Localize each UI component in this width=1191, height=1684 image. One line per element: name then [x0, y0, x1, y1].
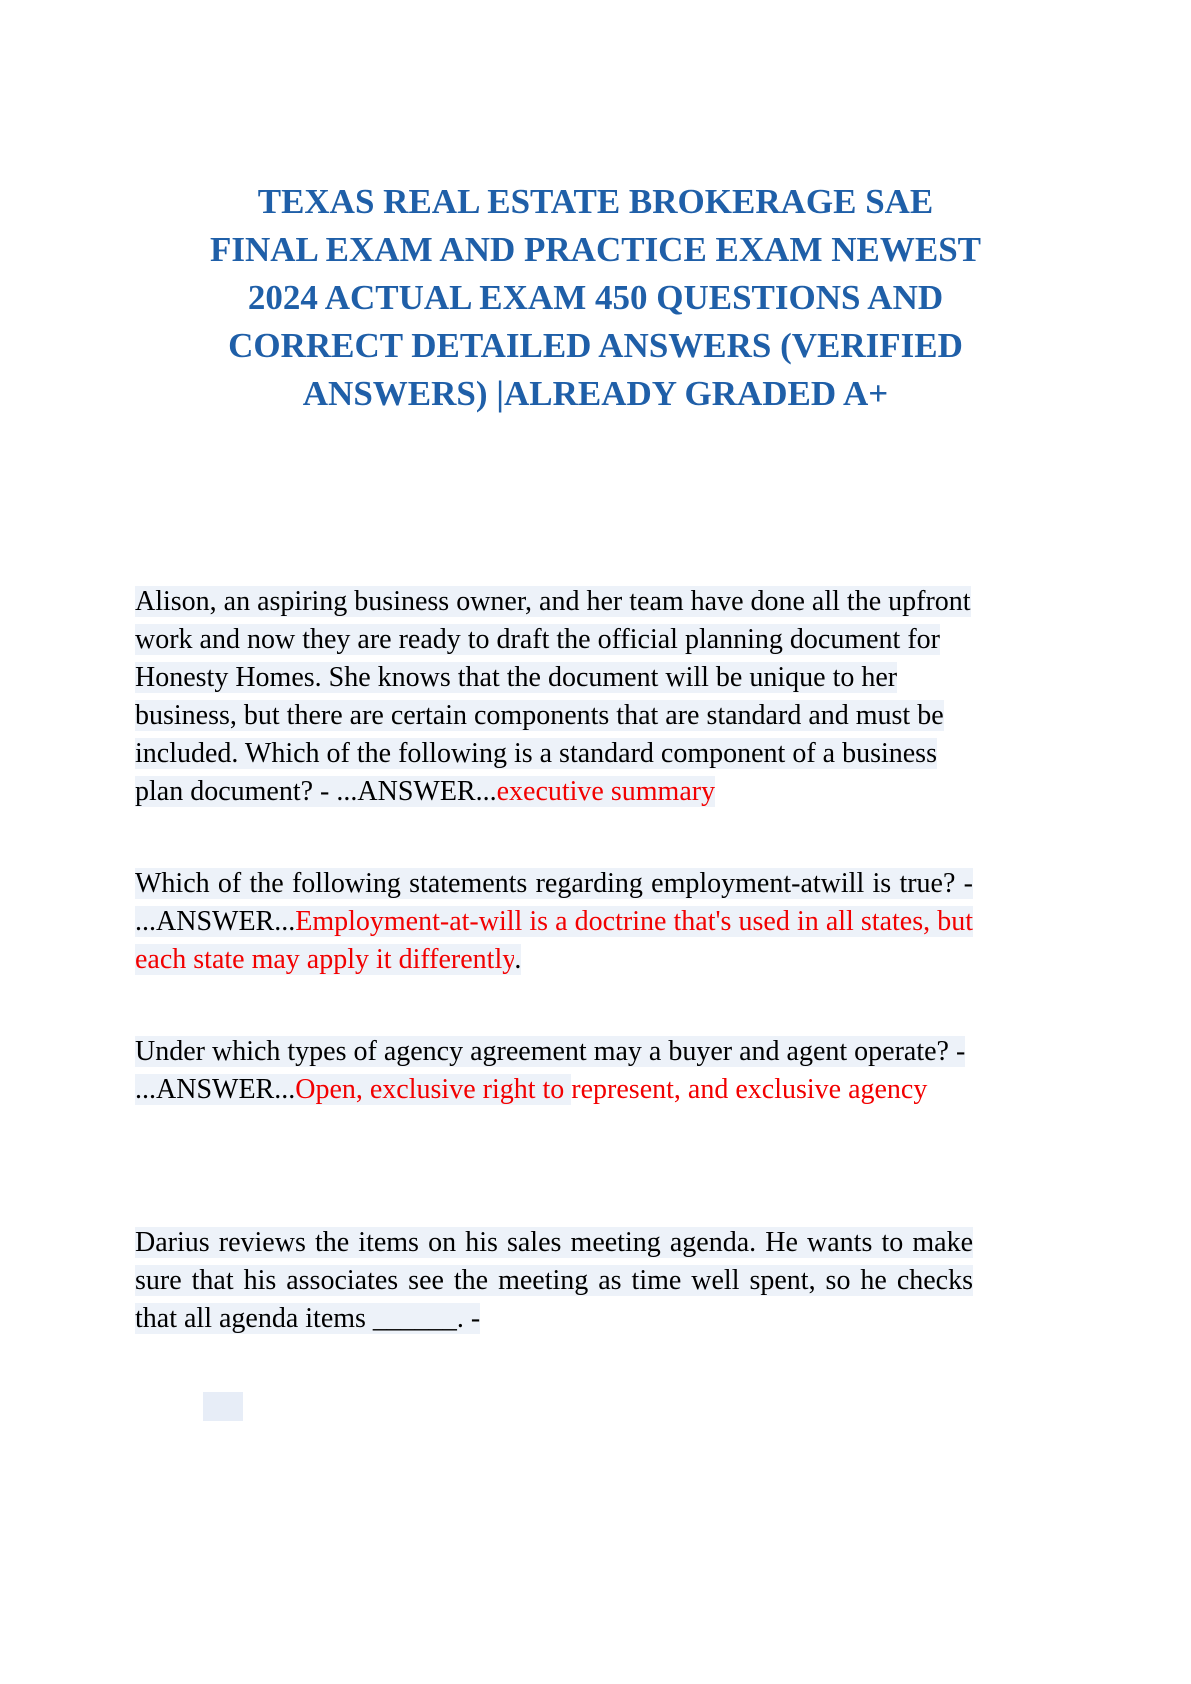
document-body [135, 583, 973, 1421]
answer-text: Employment-at-will is a doctrine that's used in all states, but each state may apply it differently [135, 906, 973, 975]
answer-text: Open, exclusive right to [295, 1074, 572, 1105]
title-line: CORRECT DETAILED ANSWERS (VERIFIED [228, 326, 963, 365]
highlighted-blank [203, 1392, 243, 1421]
answer-text: executive summary [496, 776, 716, 807]
qa-item [135, 1224, 973, 1338]
title-line: ANSWERS) |ALREADY GRADED A+ [302, 374, 889, 413]
question-text: Under which types of agency agreement may a buyer and agent operate? - ...ANSWER... [135, 1036, 966, 1105]
qa-item [135, 865, 973, 979]
document-title [105, 178, 1086, 418]
qa-item [135, 583, 973, 811]
title-line: FINAL EXAM AND PRACTICE EXAM NEWEST [209, 230, 982, 269]
title-line: TEXAS REAL ESTATE BROKERAGE SAE [257, 182, 934, 221]
answer-tail-text: represent, and exclusive agency [571, 1074, 928, 1105]
question-text: Which of the following statements regarding employment-atwill is true? - ...ANSWER... [135, 868, 973, 937]
answer-suffix-text: . [514, 944, 522, 975]
question-text: Alison, an aspiring business owner, and her team have done all the upfront work and now they are ready to draft the official planning document for Honesty Homes. She knows that the document will be unique to her business, but there are certain components that are standard and must be included. Which of the following is a standard component of a business plan document? - ...ANSWER... [135, 586, 971, 807]
qa-item [135, 1033, 973, 1109]
question-text: Darius reviews the items on his sales meeting agenda. He wants to make sure that his associates see the meeting as time well spent, so he checks that all agenda items ______. - [135, 1227, 973, 1334]
title-line: 2024 ACTUAL EXAM 450 QUESTIONS AND [247, 278, 944, 317]
